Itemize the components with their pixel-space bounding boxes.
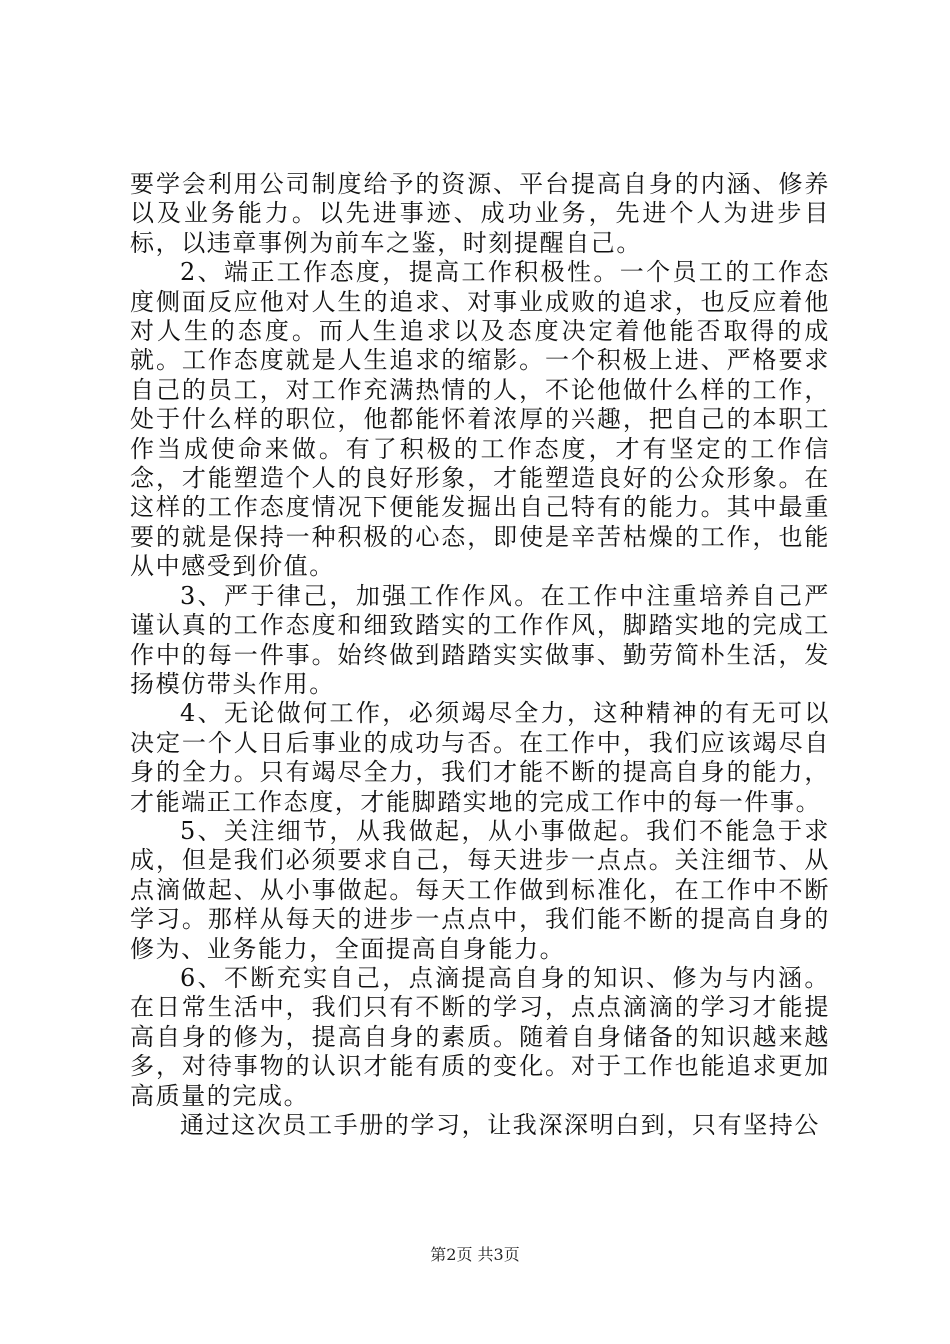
document-body: [130, 170, 830, 1140]
paragraph: 4、无论做何工作，必须竭尽全力，这种精神的有无可以决定一个人日后事业的成功与否。在工作中，我们应该竭尽自身的全力。只有竭尽全力，我们才能不断的提高自身的能力，才能端正工作态度，才能脚踏实地的完成工作中的每一件事。: [130, 699, 830, 816]
paragraph: 3、严于律己，加强工作作风。在工作中注重培养自己严谨认真的工作态度和细致踏实的工作作风，脚踏实地的完成工作中的每一件事。始终做到踏踏实实做事、勤劳简朴生活，发扬模仿带头作用。: [130, 581, 830, 698]
paragraph: 6、不断充实自己，点滴提高自身的知识、修为与内涵。在日常生活中，我们只有不断的学习，点点滴滴的学习才能提高自身的修为，提高自身的素质。随着自身储备的知识越来越多，对待事物的认识才能有质的变化。对于工作也能追求更加高质量的完成。: [130, 963, 830, 1110]
paragraph: 通过这次员工手册的学习，让我深深明白到，只有坚持公: [180, 1111, 820, 1139]
page-footer: 第2页 共3页: [430, 1245, 520, 1264]
paragraph: 5、关注细节，从我做起，从小事做起。我们不能急于求成，但是我们必须要求自己，每天进步一点点。关注细节、从点滴做起、从小事做起。每天工作做到标准化，在工作中不断学习。那样从每天的进步一点点中，我们能不断的提高自身的修为、业务能力，全面提高自身能力。: [130, 816, 830, 963]
paragraph: 要学会利用公司制度给予的资源、平台提高自身的内涵、修养以及业务能力。以先进事迹、成功业务，先进个人为进步目标，以违章事例为前车之鉴，时刻提醒自己。: [130, 170, 830, 257]
paragraph: 2、端正工作态度，提高工作积极性。一个员工的工作态度侧面反应他对人生的追求、对事业成败的追求，也反应着他对人生的态度。而人生追求以及态度决定着他能否取得的成就。工作态度就是人生追求的缩影。一个积极上进、严格要求自己的员工，对工作充满热情的人，不论他做什么样的工作，处于什么样的职位，他都能怀着浓厚的兴趣，把自己的本职工作当成使命来做。有了积极的工作态度，才有坚定的工作信念，才能塑造个人的良好形象，才能塑造良好的公众形象。在这样的工作态度情况下便能发掘出自己特有的能力。其中最重要的就是保持一种积极的心态，即使是辛苦枯燥的工作，也能从中感受到价值。: [130, 258, 830, 581]
